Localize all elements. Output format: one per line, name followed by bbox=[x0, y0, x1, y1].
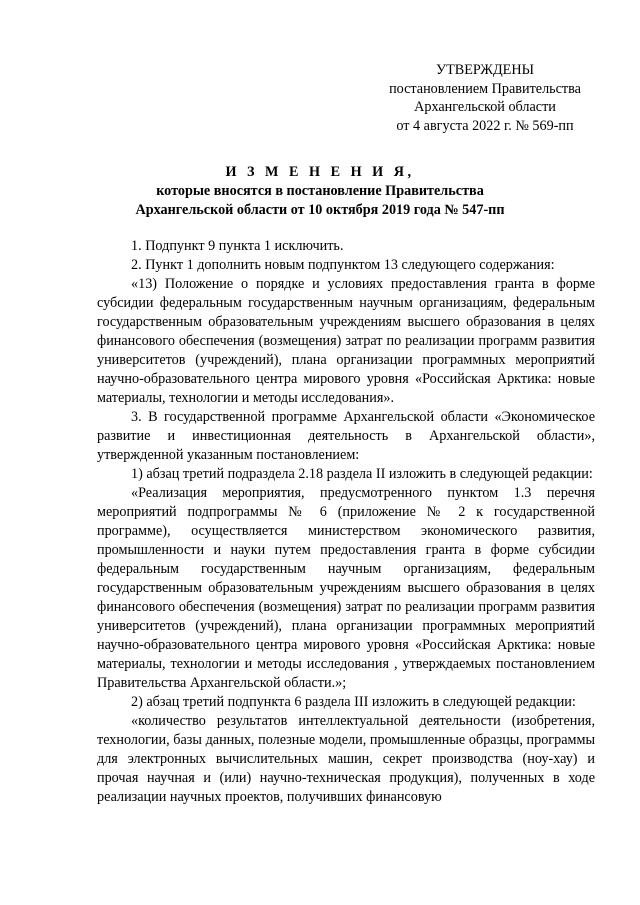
paragraph: 2) абзац третий подпункта 6 раздела III изложить в следующей редакции: bbox=[131, 694, 576, 710]
paragraph: «13) Положение о порядке и условиях предоставления гранта в форме субсидии федеральным государственным научным организациям, федеральным государственным образовательным учреждениям высшего образования в целях финансового обеспечения (возмещения) затрат по реализации программ развития университетов (учреждений), плана организации программных мероприятий научно-образовательного центра мирового уровня «Российская Арктика: новые материалы, технологии и методы исследования». bbox=[97, 276, 595, 406]
paragraph: «количество результатов интеллектуальной деятельности (изобретения, технологии, базы данных, полезные модели, промышленные образцы, программы для электронных вычислительных машин, секрет производства (ноу-хау) и прочая научная и (или) научно-техническая продукция), полученных в ходе реализации научных проектов, получивших финансовую bbox=[97, 713, 595, 805]
paragraph: 1) абзац третий подраздела 2.18 раздела II изложить в следующей редакции: bbox=[131, 466, 593, 482]
approval-line: Архангельской области bbox=[414, 99, 556, 115]
paragraph: «Реализация мероприятия, предусмотренного пунктом 1.3 перечня мероприятий подпрограммы № 6 (приложение № 2 к государственной программе), осуществляется министерством экономического развития, промышленности и науки путем предоставления гранта в форме субсидии федеральным государственным научным организациям, федеральным государственным образовательным учреждениям высшего образования в целях финансового обеспечения (возмещения) затрат по реализации программ развития университетов (учреждений), плана организации программных мероприятий научно-образовательного центра мирового уровня «Российская Арктика: новые материалы, технологии и методы исследования , утверждаемых постановлением Правительства Архангельской области.»; bbox=[97, 485, 595, 691]
approval-date: от 4 августа 2022 г. № 569-пп bbox=[396, 117, 574, 134]
approval-line: постановлением Правительства bbox=[389, 80, 581, 97]
document-body bbox=[97, 237, 595, 807]
paragraph: 2. Пункт 1 дополнить новым подпунктом 13 следующего содержания: bbox=[131, 257, 555, 273]
document-title-block bbox=[0, 163, 640, 220]
paragraph: 1. Подпункт 9 пункта 1 исключить. bbox=[131, 238, 344, 254]
paragraph: 3. В государственной программе Архангельской области «Экономическое развитие и инвестиционная деятельность в Архангельской области», утвержденной указанным постановлением: bbox=[97, 409, 595, 463]
document-title: И З М Е Н Е Н И Я, bbox=[225, 164, 415, 180]
approval-stamp bbox=[370, 61, 600, 135]
document-subtitle: которые вносятся в постановление Правительства bbox=[156, 183, 484, 199]
document-subtitle: Архангельской области от 10 октября 2019 года № 547-пп bbox=[135, 202, 505, 218]
approval-heading: УТВЕРЖДЕНЫ bbox=[436, 62, 534, 78]
